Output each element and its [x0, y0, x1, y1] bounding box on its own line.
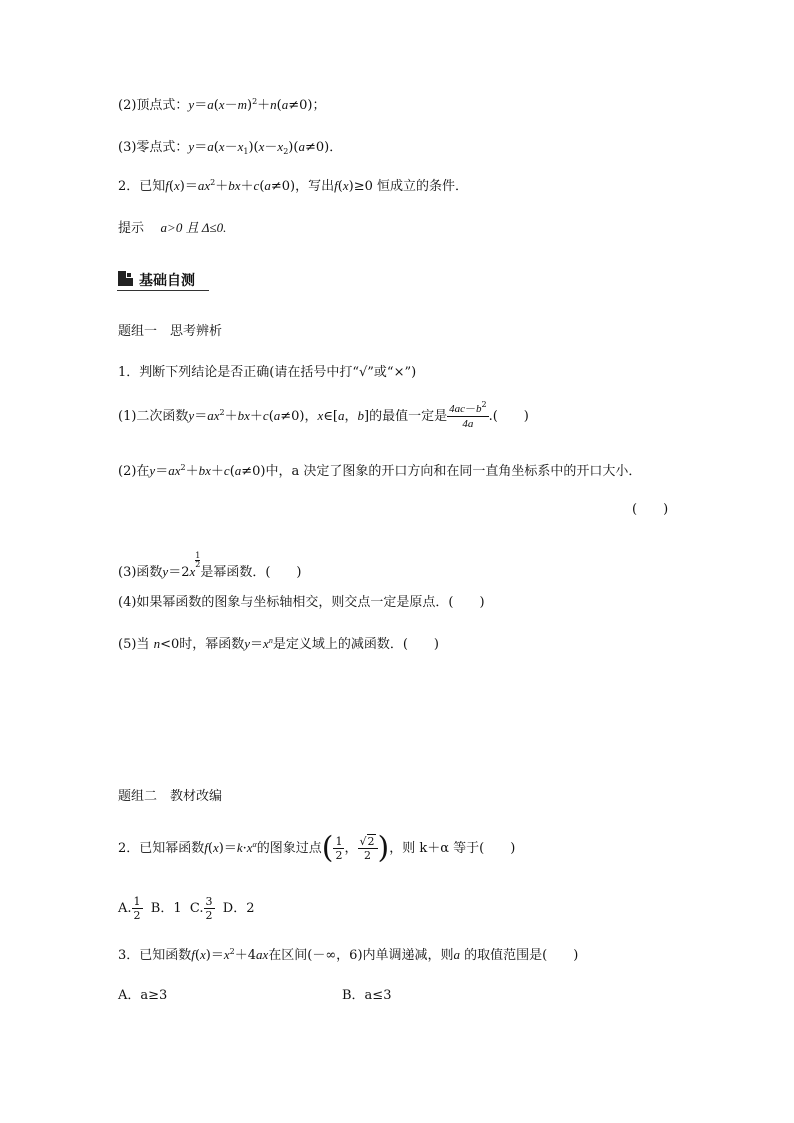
q3-stem: 3．已知函数$f(x)=x^2+4ax$在区间(－∞，6)内单调递减，则a 的取值范围是( )	[118, 947, 579, 963]
q2-stem: 2．已知幂函数$f(x)=k\cdot x^\alpha$的图象过点( $\frac{1}{2}$ ， $\frac{√2}{2}$ )，则 k＋α 等于( )	[118, 830, 516, 866]
q1-statement-2: (2)在$y=ax^2+bx+c(a\ne 0)$中，a 决定了图象的开口方向和在同一直角坐标系中的开口大小．	[118, 463, 642, 479]
s5-suffix: 是定义域上的减函数．( )	[272, 637, 439, 652]
option-d[interactable]: D．2	[222, 901, 255, 916]
point-x-fraction: $\frac{1}{2}$	[335, 835, 343, 862]
q2-prefix: 2．已知幂函数	[118, 841, 205, 856]
group-2-title: 题组二 教材改编	[118, 789, 223, 804]
q1-statement-4: (4)如果幂函数的图象与坐标轴相交，则交点一定是原点．( )	[118, 595, 485, 610]
q3-option-b[interactable]: B．a≤3	[342, 988, 392, 1003]
q-suffix: 恒成立的条件．	[377, 179, 469, 194]
q3-suffix: 的取值范围是( )	[464, 948, 579, 963]
s2-prefix: (2)在	[118, 464, 150, 479]
extreme-value-fraction: $\frac{4ac-b^2}{4a}$	[449, 400, 487, 430]
s3-suffix: 是幂函数．( )	[200, 565, 302, 580]
s1-mid: 的最值一定是	[369, 409, 448, 424]
q1-statement-3: (3)函数y＝2x $\frac{1}{2}$ 是幂函数．( )	[118, 551, 302, 580]
vertex-form-line: (2)顶点式：$y=a(x-m)^2+n(a\ne 0)$；	[118, 97, 326, 113]
zero-form-line: (3)零点式：$y=a(x-x_1)(x-x_2)(a\ne 0)$．	[118, 139, 343, 156]
option-b[interactable]: B．1	[150, 901, 182, 916]
s2-suffix: 中，a 决定了图象的开口方向和在同一直角坐标系中的开口大小．	[265, 464, 642, 479]
option-c[interactable]: C. $\frac{3}{2}$	[189, 895, 213, 922]
s5-prefix: (5)当	[118, 637, 150, 652]
q-prefix: 2．已知	[118, 179, 166, 194]
half-exponent: $\frac{1}{2}$	[195, 551, 201, 569]
q3-option-a[interactable]: A．a≥3	[118, 988, 168, 1003]
s5-mid: 时，幂函数	[179, 637, 245, 652]
hint-label: 提示	[118, 221, 145, 236]
q1-statement-5: (5)当 n<0时，幂函数$y=x^n$是定义域上的减函数．( )	[118, 636, 439, 652]
q3-prefix: 3．已知函数	[118, 948, 192, 963]
q-mid: ，写出	[295, 179, 335, 194]
q2-options	[118, 892, 254, 926]
option-a[interactable]: A. $\frac{1}{2}$	[118, 895, 141, 922]
point-y-fraction: $\frac{√2}{2}$	[358, 835, 378, 862]
q1-statement-1: (1)二次函数$y=ax^2+bx+c(a\ne 0)$，x∈[a，b]的最值一定是 $\frac{4ac-b^2}{4a}$ .( )	[118, 400, 529, 430]
s3-prefix: (3)函数	[118, 565, 163, 580]
zero-form-label: (3)零点式：	[118, 140, 189, 155]
square-icon	[118, 271, 133, 286]
q2-suffix: ，则 k＋α 等于( )	[389, 841, 516, 856]
question-2-theory: 2．已知$f(x)=ax^2+bx+c(a\ne 0)$，写出f(x)≥0 恒成立的条件．	[118, 178, 469, 194]
hint-text: a>0 且 Δ≤0.	[160, 220, 227, 235]
q1-statement-2-answer-paren: ( )	[632, 502, 669, 517]
s1-prefix: (1)二次函数	[118, 409, 189, 424]
q3-mid: 在区间(－∞，6)内单调递减，则	[268, 948, 454, 963]
section-title: 基础自测	[139, 273, 195, 289]
group-1-title: 题组一 思考辨析	[118, 324, 223, 339]
q2-mid: 的图象过点	[256, 841, 322, 856]
s1-suffix: .( )	[488, 409, 529, 424]
vertex-form-label: (2)顶点式：	[118, 98, 189, 113]
q1-stem: 1．判断下列结论是否正确(请在括号中打“√”或“×”)	[118, 365, 417, 380]
hint-line	[118, 219, 226, 238]
section-header	[117, 268, 209, 291]
